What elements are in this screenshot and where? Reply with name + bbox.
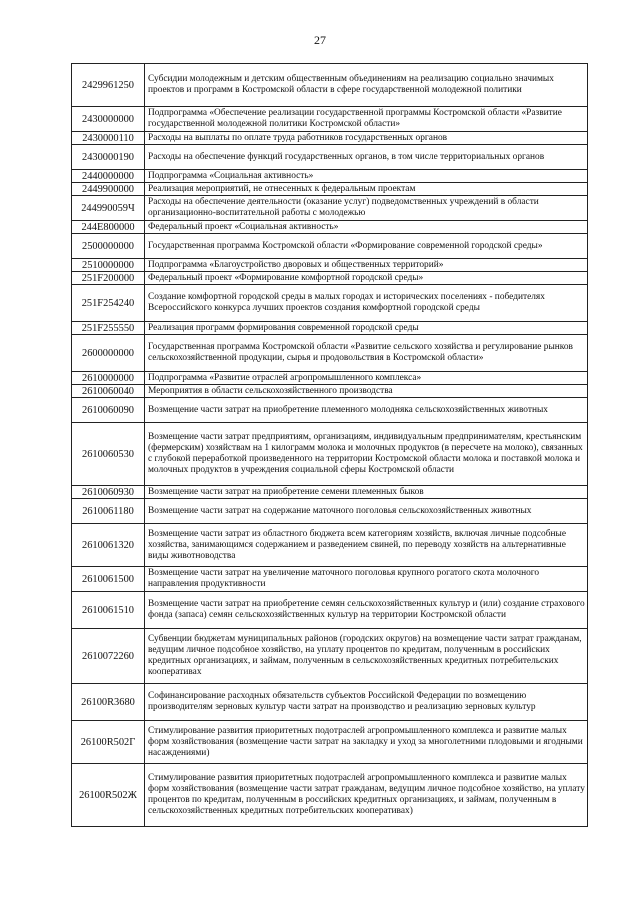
row-description: Подпрограмма «Развитие отраслей агропромышленного комплекса» — [145, 372, 588, 385]
row-code: 2610060530 — [72, 423, 145, 486]
row-code: 2430000190 — [72, 145, 145, 170]
table-body — [72, 64, 588, 827]
table-row — [72, 132, 588, 145]
row-description: Субсидии молодежным и детским общественным объединениям на реализацию социально значимых проектов и программ в Костромской области в сфере государственной молодежной политики — [145, 64, 588, 107]
row-description: Федеральный проект «Формирование комфортной городской среды» — [145, 272, 588, 285]
table-row — [72, 398, 588, 423]
table-row — [72, 499, 588, 524]
row-description: Возмещение части затрат на увеличение маточного поголовья крупного рогатого скота молочного направления продуктивности — [145, 567, 588, 592]
table-row — [72, 524, 588, 567]
row-description: Подпрограмма «Обеспечение реализации государственной программы Костромской области «Развитие государственной молодежной политики Костромской области» — [145, 107, 588, 132]
table-row — [72, 629, 588, 684]
row-description: Государственная программа Костромской области «Формирование современной городской среды» — [145, 234, 588, 259]
row-code: 251F200000 — [72, 272, 145, 285]
row-code: 2440000000 — [72, 170, 145, 183]
row-description: Стимулирование развития приоритетных подотраслей агропромышленного комплекса и развитие малых форм хозяйствования (возмещение части затрат на закладку и уход за многолетними плодовыми и ягодными насаждениями) — [145, 721, 588, 764]
table-row — [72, 234, 588, 259]
budget-classification-table — [71, 63, 588, 827]
table-row — [72, 592, 588, 629]
row-description: Возмещение части затрат на содержание маточного поголовья сельскохозяйственных животных — [145, 499, 588, 524]
row-code: 2610000000 — [72, 372, 145, 385]
row-description: Реализация программ формирования современной городской среды — [145, 322, 588, 335]
row-code: 251F255550 — [72, 322, 145, 335]
row-description: Реализация мероприятий, не отнесенных к федеральным проектам — [145, 183, 588, 196]
row-code: 26100R3680 — [72, 684, 145, 721]
row-code: 2429961250 — [72, 64, 145, 107]
page-number: 27 — [314, 33, 326, 47]
table-row — [72, 684, 588, 721]
row-code: 2610061500 — [72, 567, 145, 592]
table-row — [72, 322, 588, 335]
row-code: 2510000000 — [72, 259, 145, 272]
row-code: 2430000000 — [72, 107, 145, 132]
row-code: 244E800000 — [72, 221, 145, 234]
table-row — [72, 567, 588, 592]
table-row — [72, 64, 588, 107]
row-code: 2610060090 — [72, 398, 145, 423]
table-row — [72, 486, 588, 499]
table-row — [72, 372, 588, 385]
row-code: 2610061510 — [72, 592, 145, 629]
row-description: Возмещение части затрат на приобретение племенного молодняка сельскохозяйственных животных — [145, 398, 588, 423]
row-code: 2449900000 — [72, 183, 145, 196]
table-row — [72, 285, 588, 322]
row-description: Подпрограмма «Благоустройство дворовых и общественных территорий» — [145, 259, 588, 272]
row-description: Субвенции бюджетам муниципальных районов (городских округов) на возмещение части затрат гражданам, ведущим личное подсобное хозяйство, на уплату процентов по кредитам, полученным в российских кредитных организациях, и займам, полученным в сельскохозяйственных кредитных потребительских кооперативах — [145, 629, 588, 684]
table-row — [72, 764, 588, 827]
table-row — [72, 272, 588, 285]
row-description: Стимулирование развития приоритетных подотраслей агропромышленного комплекса и развитие малых форм хозяйствования (возмещение части затрат гражданам, ведущим личное подсобное хозяйство, на уплату процентов по кредитам, полученным в российских кредитных организациях, и займам, полученным в сельскохозяйственных кредитных потребительских кооперативах) — [145, 764, 588, 827]
row-description: Подпрограмма «Социальная активность» — [145, 170, 588, 183]
table-row — [72, 259, 588, 272]
row-code: 2430000110 — [72, 132, 145, 145]
row-description: Расходы на обеспечение функций государственных органов, в том числе территориальных органов — [145, 145, 588, 170]
table-row — [72, 221, 588, 234]
table-row — [72, 145, 588, 170]
table-row — [72, 423, 588, 486]
table-row — [72, 335, 588, 372]
table-row — [72, 385, 588, 398]
table-row — [72, 183, 588, 196]
row-description: Возмещение части затрат предприятиям, организациям, индивидуальным предпринимателям, крестьянским (фермерским) хозяйствам на 1 килограмм молока и молочных продуктов (в пересчете на молоко), связанных с глубокой переработкой произведенного на территории Костромской области молока и поставкой молока и молочных продуктов в учреждения социальной сферы Костромской области — [145, 423, 588, 486]
row-code: 2610060040 — [72, 385, 145, 398]
row-code: 2610061180 — [72, 499, 145, 524]
row-code: 26100R502Г — [72, 721, 145, 764]
row-description: Возмещение части затрат из областного бюджета всем категориям хозяйств, включая личные подсобные хозяйства, занимающимся содержанием и разведением свиней, по переводу хозяйств на альтернативные виды животноводства — [145, 524, 588, 567]
table-row — [72, 196, 588, 221]
row-description: Возмещение части затрат на приобретение семени племенных быков — [145, 486, 588, 499]
table-row — [72, 107, 588, 132]
row-code: 2610060930 — [72, 486, 145, 499]
row-description: Федеральный проект «Социальная активность» — [145, 221, 588, 234]
table-row — [72, 170, 588, 183]
row-description: Государственная программа Костромской области «Развитие сельского хозяйства и регулирование рынков сельскохозяйственной продукции, сырья и продовольствия в Костромской области» — [145, 335, 588, 372]
row-code: 26100R502Ж — [72, 764, 145, 827]
row-code: 2610061320 — [72, 524, 145, 567]
row-description: Софинансирование расходных обязательств субъектов Российской Федерации по возмещению производителям зерновых культур части затрат на производство и реализацию зерновых культур — [145, 684, 588, 721]
row-code: 2500000000 — [72, 234, 145, 259]
row-code: 244990059Ч — [72, 196, 145, 221]
row-description: Расходы на выплаты по оплате труда работников государственных органов — [145, 132, 588, 145]
table-row — [72, 721, 588, 764]
row-code: 2610072260 — [72, 629, 145, 684]
row-description: Создание комфортной городской среды в малых городах и исторических поселениях - победителях Всероссийского конкурса лучших проектов создания комфортной городской среды — [145, 285, 588, 322]
row-description: Возмещение части затрат на приобретение семян сельскохозяйственных культур и (или) создание страхового фонда (запаса) семян сельскохозяйственных культур на территории Костромской области — [145, 592, 588, 629]
row-description: Мероприятия в области сельскохозяйственного производства — [145, 385, 588, 398]
row-code: 251F254240 — [72, 285, 145, 322]
row-description: Расходы на обеспечение деятельности (оказание услуг) подведомственных учреждений в области организационно-воспитательной работы с молодежью — [145, 196, 588, 221]
row-code: 2600000000 — [72, 335, 145, 372]
